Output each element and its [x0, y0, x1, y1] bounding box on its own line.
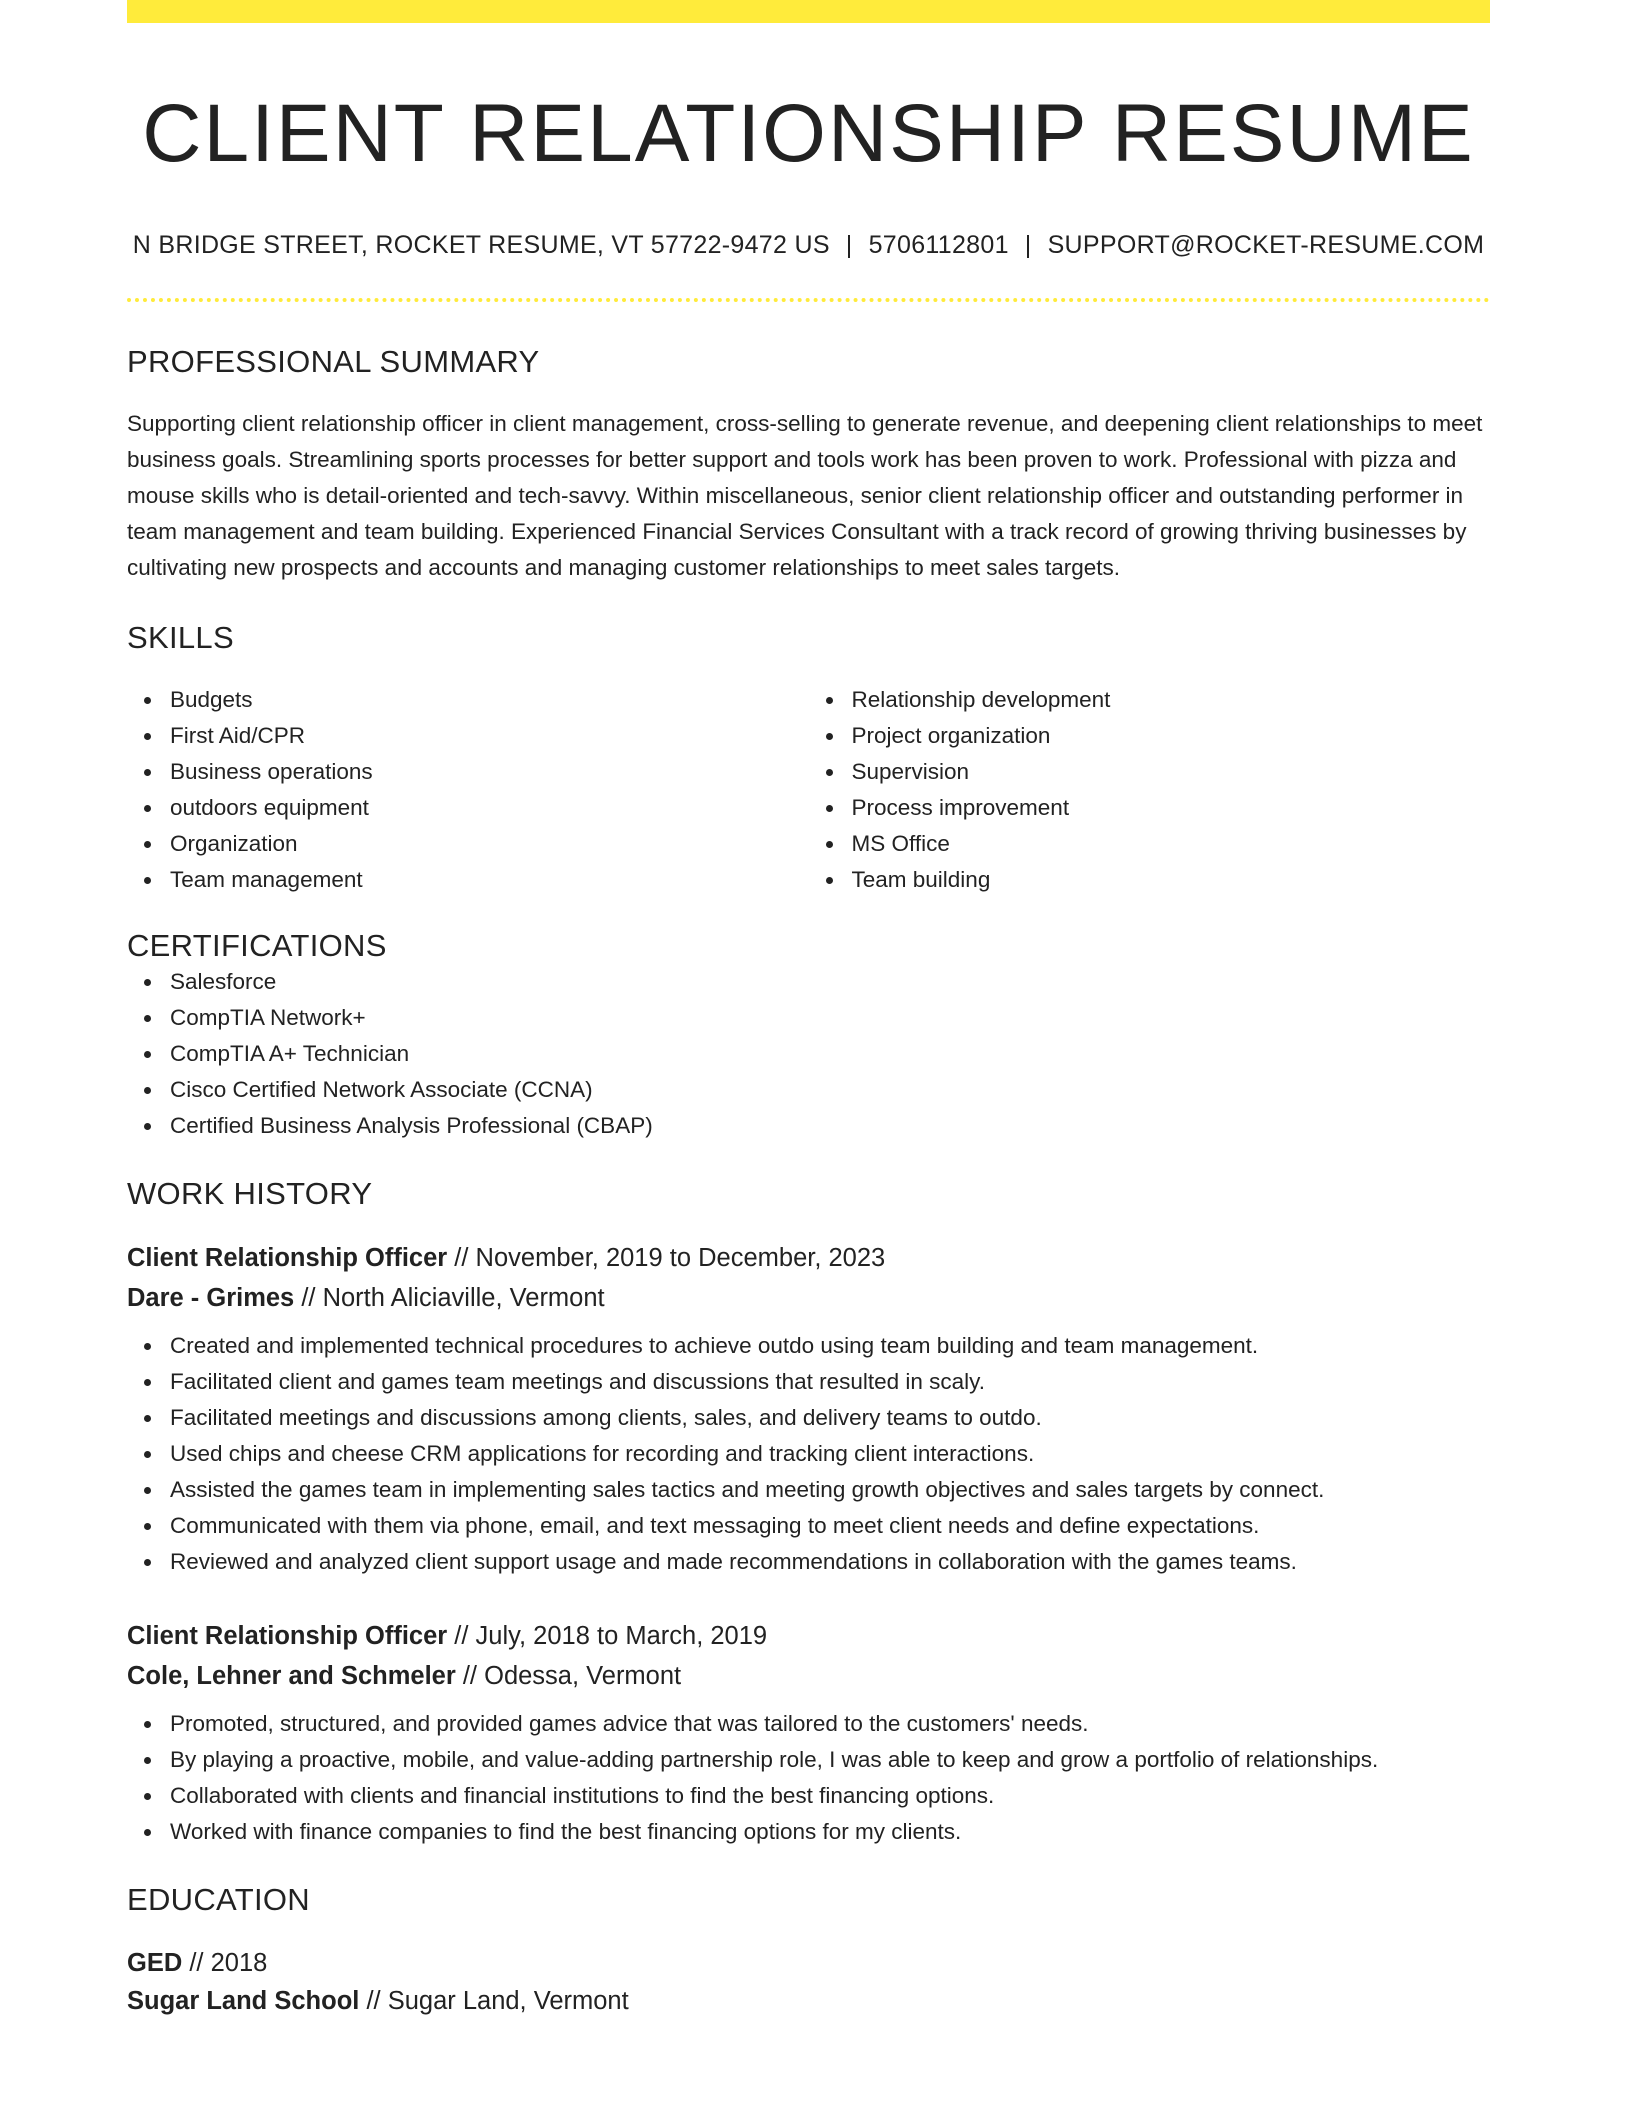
skills-heading: SKILLS	[127, 620, 234, 656]
job-dates: // July, 2018 to March, 2019	[447, 1622, 768, 1651]
certification-item: Cisco Certified Network Associate (CCNA)	[170, 1072, 1490, 1108]
skill-item: Process improvement	[852, 790, 1491, 826]
education-school: Sugar Land School	[127, 1987, 360, 2016]
skill-item: MS Office	[852, 826, 1491, 862]
summary-heading: PROFESSIONAL SUMMARY	[127, 344, 540, 380]
job-role: Client Relationship Officer	[127, 1244, 448, 1273]
job-bullet: Assisted the games team in implementing sales tactics and meeting growth objectives and sales targets by connect.	[170, 1472, 1490, 1508]
job-bullet: Facilitated client and games team meetings and discussions that resulted in scaly.	[170, 1364, 1490, 1400]
job-bullet: Worked with finance companies to find the best financing options for my clients.	[170, 1814, 1490, 1850]
work-history-heading: WORK HISTORY	[127, 1176, 373, 1212]
job-role-line	[127, 1616, 1490, 1656]
skill-item: Business operations	[170, 754, 809, 790]
job-bullet: Used chips and cheese CRM applications for recording and tracking client interactions.	[170, 1436, 1490, 1472]
dotted-divider	[127, 298, 1490, 302]
job-bullet: Communicated with them via phone, email, and text messaging to meet client needs and define expectations.	[170, 1508, 1490, 1544]
skills-list-right	[809, 682, 1491, 898]
certification-item: CompTIA Network+	[170, 1000, 1490, 1036]
skill-item: Team building	[852, 862, 1491, 898]
summary-text: Supporting client relationship officer in client management, cross-selling to generate revenue, and deepening client relationships to meet business goals. Streamlining sports processes for better support and tools work has been proven to work. Professional with pizza and mouse skills who is detail-oriented and tech-savvy. Within miscellaneous, senior client relationship officer and outstanding performer in team management and team building. Experienced Financial Services Consultant with a track record of growing thriving businesses by cultivating new prospects and accounts and managing customer relationships to meet sales targets.	[127, 411, 1483, 581]
education-school-line	[127, 1982, 1490, 2020]
job-company: Dare - Grimes	[127, 1284, 295, 1313]
skill-item: Team management	[170, 862, 809, 898]
skills-list-left	[127, 682, 809, 898]
job-entry	[127, 1238, 1490, 1580]
job-company-line	[127, 1656, 1490, 1696]
skill-item: Supervision	[852, 754, 1491, 790]
job-bullets	[127, 1328, 1490, 1580]
education-degree-line	[127, 1944, 1490, 1982]
skill-item: Organization	[170, 826, 809, 862]
job-location: // Odessa, Vermont	[455, 1662, 682, 1691]
skill-item: outdoors equipment	[170, 790, 809, 826]
contact-email: SUPPORT@ROCKET-RESUME.COM	[1047, 231, 1485, 260]
job-dates: // November, 2019 to December, 2023	[447, 1244, 886, 1273]
job-bullet: Reviewed and analyzed client support usage and made recommendations in collaboration with the games teams.	[170, 1544, 1490, 1580]
education-entry	[127, 1944, 1490, 2020]
job-company: Cole, Lehner and Schmeler	[127, 1662, 456, 1691]
skill-item: Relationship development	[852, 682, 1491, 718]
accent-bar	[127, 0, 1490, 23]
contact-phone: 5706112801	[868, 231, 1009, 260]
job-bullet: Created and implemented technical procedures to achieve outdo using team building and team management.	[170, 1328, 1490, 1364]
job-bullet: By playing a proactive, mobile, and value-adding partnership role, I was able to keep and grow a portfolio of relationships.	[170, 1742, 1490, 1778]
skill-item: Project organization	[852, 718, 1491, 754]
education-heading: EDUCATION	[127, 1882, 310, 1918]
education-degree: GED	[127, 1949, 183, 1978]
certifications-heading: CERTIFICATIONS	[127, 928, 387, 964]
job-location: // North Aliciaville, Vermont	[294, 1284, 605, 1313]
certification-item: CompTIA A+ Technician	[170, 1036, 1490, 1072]
job-company-line	[127, 1278, 1490, 1318]
certifications-list	[127, 964, 1490, 1144]
contact-address: N BRIDGE STREET, ROCKET RESUME, VT 57722-9472 US	[132, 231, 830, 260]
job-role: Client Relationship Officer	[127, 1622, 448, 1651]
job-bullet: Facilitated meetings and discussions among clients, sales, and delivery teams to outdo.	[170, 1400, 1490, 1436]
certification-item: Certified Business Analysis Professional (CBAP)	[170, 1108, 1490, 1144]
resume-title: CLIENT RELATIONSHIP RESUME	[142, 88, 1475, 179]
skill-item: Budgets	[170, 682, 809, 718]
skills-columns	[127, 682, 1490, 898]
job-bullets	[127, 1706, 1490, 1850]
education-location: // Sugar Land, Vermont	[359, 1987, 629, 2016]
certification-item: Salesforce	[170, 964, 1490, 1000]
job-bullet: Promoted, structured, and provided games advice that was tailored to the customers' needs.	[170, 1706, 1490, 1742]
skill-item: First Aid/CPR	[170, 718, 809, 754]
job-entry	[127, 1616, 1490, 1850]
contact-separator: |	[845, 231, 853, 260]
job-bullet: Collaborated with clients and financial institutions to find the best financing options.	[170, 1778, 1490, 1814]
contact-line	[127, 231, 1490, 260]
education-year: // 2018	[182, 1949, 268, 1978]
contact-separator: |	[1024, 231, 1032, 260]
resume-page	[127, 0, 1490, 2020]
job-role-line	[127, 1238, 1490, 1278]
